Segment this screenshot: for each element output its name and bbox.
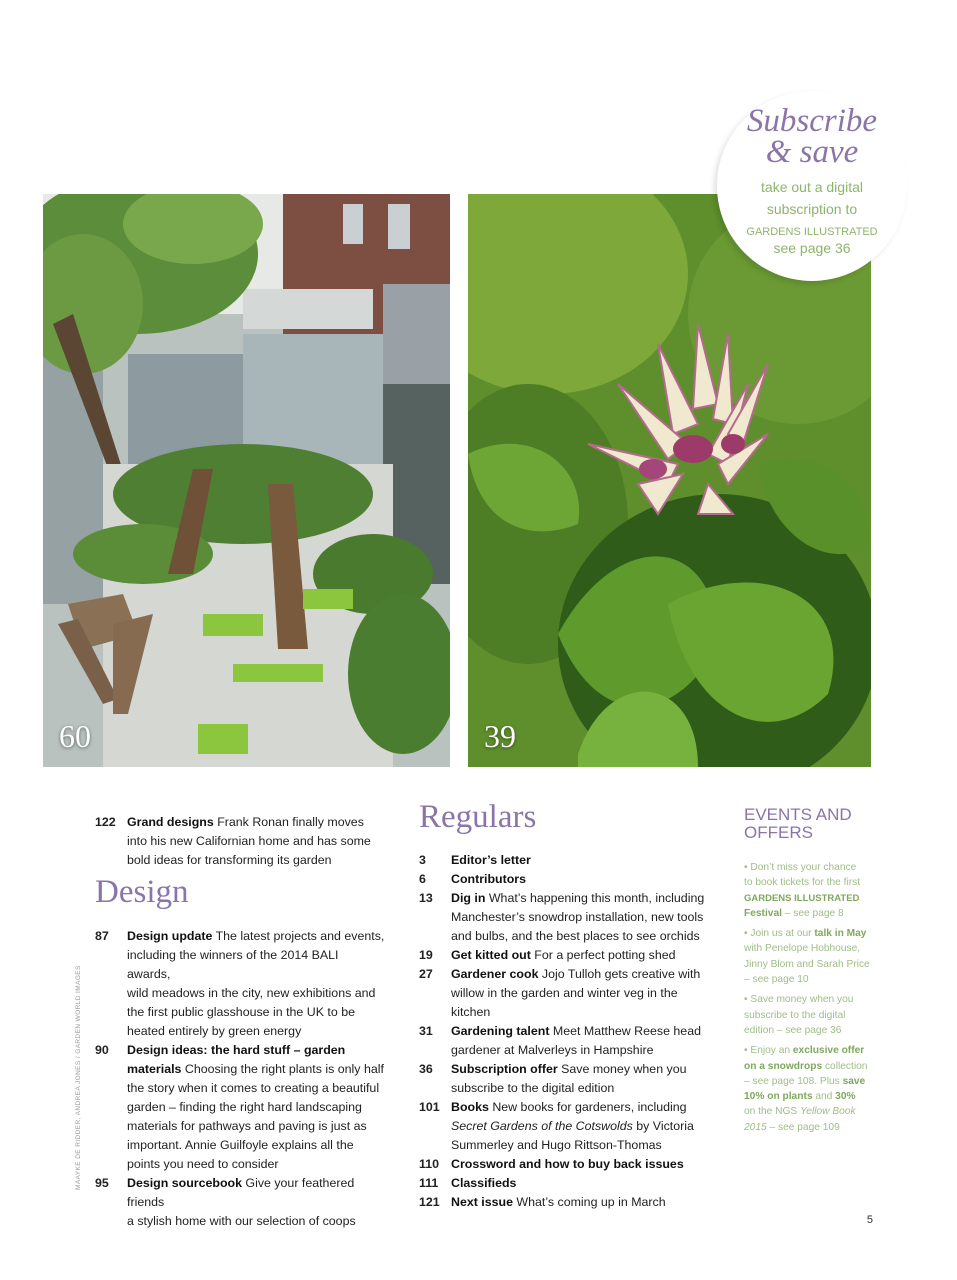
toc-entry-text: Design sourcebook Give your feathered friends a stylish home with our selection of coops bbox=[127, 1176, 356, 1228]
toc-entry[interactable] bbox=[419, 1022, 719, 1060]
toc-entry-text: Crossword and how to buy back issues bbox=[451, 1157, 684, 1171]
toc-entry-text: Classifieds bbox=[451, 1176, 517, 1190]
toc-page-number: 87 bbox=[95, 929, 109, 943]
toc-entry-text: Get kitted out For a perfect potting shed bbox=[451, 948, 676, 962]
toc-entry-text: Editor’s letter bbox=[451, 853, 531, 867]
toc-entry[interactable] bbox=[95, 1174, 385, 1231]
section-heading-regulars: Regulars bbox=[419, 799, 537, 835]
toc-entry[interactable] bbox=[419, 1193, 719, 1212]
toc-entry[interactable] bbox=[419, 965, 719, 1022]
toc-entry[interactable] bbox=[419, 946, 719, 965]
toc-page-number: 3 bbox=[419, 853, 426, 867]
toc-page-number: 101 bbox=[419, 1100, 440, 1114]
toc-design-list bbox=[95, 927, 385, 1231]
photo-credit: MAAYKE DE RIDDER, ANDREA JONES / GARDEN WORLD IMAGES bbox=[75, 965, 82, 1190]
toc-entry-text: Design ideas: the hard stuff – garden materials Choosing the right plants is only half the story when it comes to creating a beautiful garden – finding the right hard landscaping materials for pathways and paving is just as important. Annie Guilfoyle explains all the points you need to consider bbox=[127, 1043, 384, 1171]
toc-entry[interactable] bbox=[419, 1174, 719, 1193]
toc-page-number: 122 bbox=[95, 815, 116, 829]
subscribe-page-ref: see page 36 bbox=[773, 240, 851, 256]
garden-photo bbox=[43, 194, 450, 767]
toc-entry[interactable] bbox=[419, 1098, 719, 1155]
toc-page-number: 13 bbox=[419, 891, 433, 905]
photo-page-number: 39 bbox=[484, 718, 516, 754]
toc-entry[interactable] bbox=[95, 813, 385, 870]
toc-page-number: 111 bbox=[419, 1176, 439, 1190]
toc-entry-text: Books New books for gardeners, including Secret Gardens of the Cotswolds by Victoria Summerley and Hugo Rittson-Thomas bbox=[451, 1100, 694, 1152]
event-item-festival[interactable]: • Don’t miss your chance to book tickets for the first GARDENS ILLUSTRATED Festival – see page 8 bbox=[744, 862, 861, 919]
subscribe-text-line: take out a digital bbox=[761, 179, 863, 195]
toc-entry-text: Next issue What’s coming up in March bbox=[451, 1195, 666, 1209]
toc-page-number: 19 bbox=[419, 948, 433, 962]
toc-entry[interactable] bbox=[419, 1060, 719, 1098]
toc-page-number: 36 bbox=[419, 1062, 433, 1076]
toc-page-number: 110 bbox=[419, 1157, 439, 1171]
toc-entry[interactable] bbox=[419, 870, 719, 889]
toc-entry-text: Subscription offer Save money when you subscribe to the digital edition bbox=[451, 1062, 687, 1095]
garden-illustration bbox=[43, 194, 450, 767]
subscribe-badge[interactable] bbox=[717, 91, 907, 281]
toc-page-number: 90 bbox=[95, 1043, 109, 1057]
toc-left-top bbox=[95, 813, 385, 870]
toc-entry[interactable] bbox=[419, 889, 719, 946]
toc-page-number: 121 bbox=[419, 1195, 440, 1209]
events-offers-panel bbox=[744, 806, 884, 1140]
subscribe-title: Subscribe & save bbox=[746, 103, 878, 170]
event-item-snowdrops-offer[interactable]: • Enjoy an exclusive offer on a snowdrops collection – see page 108. Plus save 10% on plants and 30% on the NGS Yellow Book 2015 – see page 109 bbox=[744, 1045, 868, 1133]
toc-entry-text: Gardening talent Meet Matthew Reese head gardener at Malverleys in Hampshire bbox=[451, 1024, 701, 1057]
event-item-subscription[interactable]: • Save money when you subscribe to the digital edition – see page 36 bbox=[744, 994, 854, 1036]
toc-page-number: 6 bbox=[419, 872, 426, 886]
toc-entry-text: Dig in What’s happening this month, including Manchester’s snowdrop installation, new tools and bulbs, and the best places to see orchids bbox=[451, 891, 705, 943]
toc-entry[interactable] bbox=[95, 1041, 385, 1174]
photo-page-number: 60 bbox=[59, 718, 91, 754]
toc-entry-text: Gardener cook Jojo Tulloh gets creative with willow in the garden and winter veg in the kitchen bbox=[451, 967, 701, 1019]
toc-entry[interactable] bbox=[95, 927, 385, 1041]
event-item-talk[interactable]: • Join us at our talk in May with Penelope Hobhouse, Jinny Blom and Sarah Price – see page 10 bbox=[744, 928, 870, 986]
subscribe-text-line: subscription to bbox=[766, 201, 858, 217]
toc-page-number: 95 bbox=[95, 1176, 109, 1190]
events-title: EVENTS AND OFFERS bbox=[744, 805, 852, 842]
toc-page-number: 27 bbox=[419, 967, 433, 981]
toc-entry-text: Grand designs Frank Ronan finally moves into his new Californian home and has some bold ideas for transforming its garden bbox=[127, 815, 371, 867]
section-heading-design: Design bbox=[95, 874, 189, 910]
toc-page-number: 31 bbox=[419, 1024, 433, 1038]
toc-entry-text: Contributors bbox=[451, 872, 527, 886]
page-number: 5 bbox=[866, 1214, 873, 1226]
toc-entry-text: Design update The latest projects and events, including the winners of the 2014 BALI awards, wild meadows in the city, new exhibitions and the first public glasshouse in the UK to be heated entirely by green energy bbox=[127, 929, 385, 1038]
toc-regulars-list bbox=[419, 851, 719, 1212]
subscribe-magazine-name: GARDENS ILLUSTRATED bbox=[746, 226, 878, 238]
toc-entry[interactable] bbox=[419, 851, 719, 870]
toc-entry[interactable] bbox=[419, 1155, 719, 1174]
